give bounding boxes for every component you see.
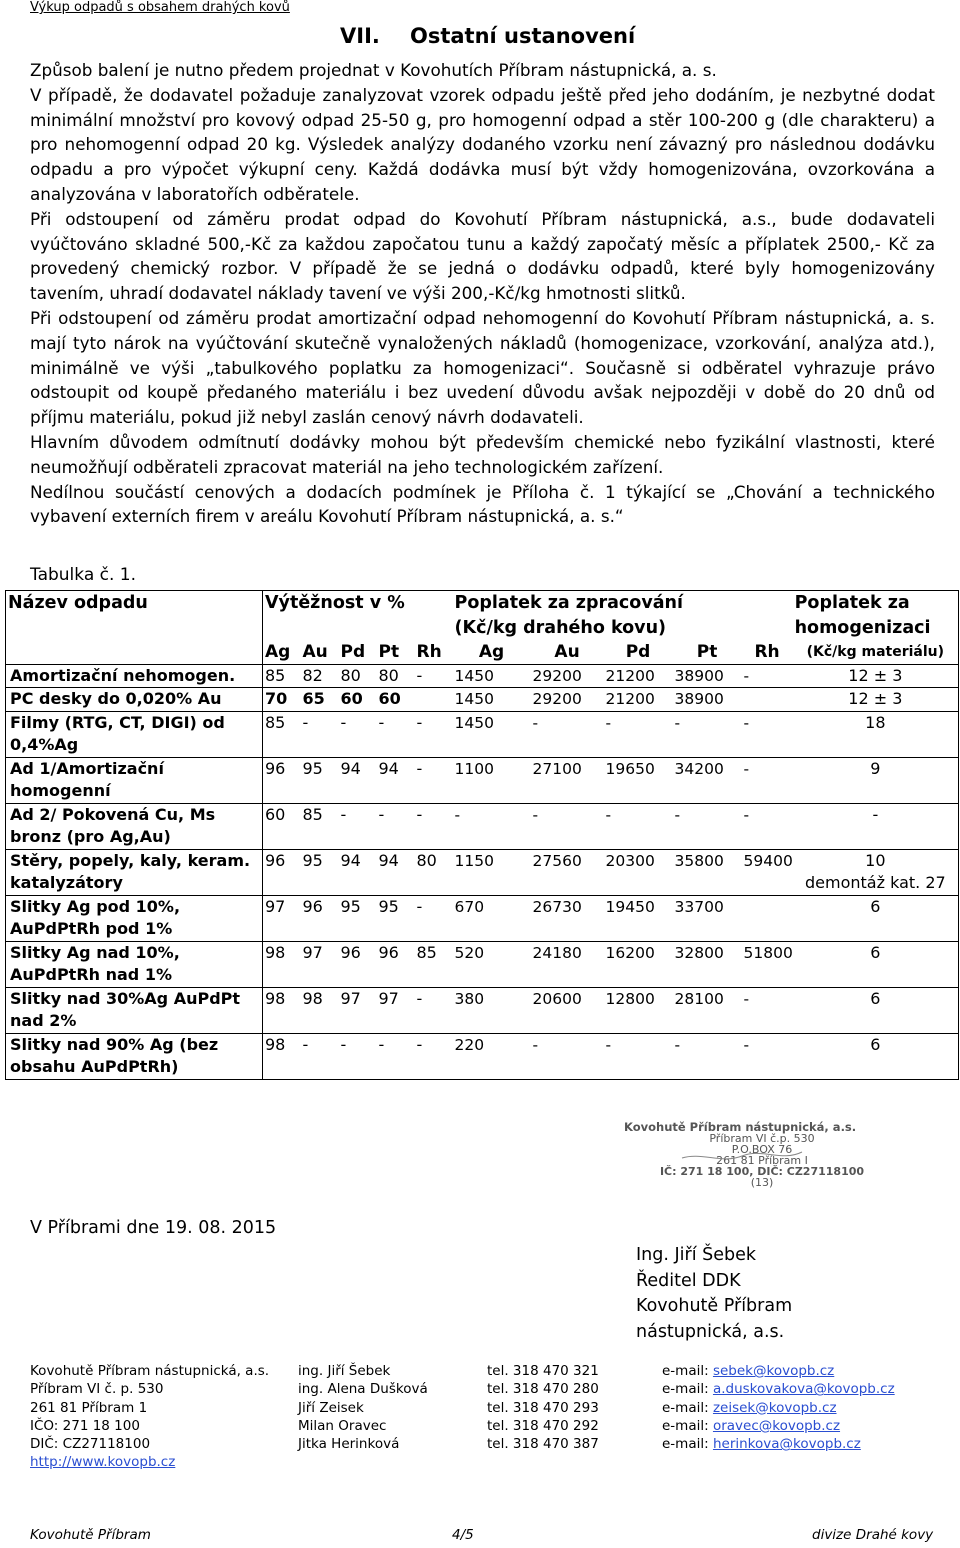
row-waste-name: Slitky nad 30%Ag AuPdPt nad 2% (6, 987, 263, 1033)
waste-fee-table (5, 590, 959, 1080)
row-value-cell: - (531, 711, 604, 757)
row-waste-name: Amortizační nehomogen. (6, 664, 263, 688)
signature-block (636, 1243, 792, 1345)
row-value-cell: 29200 (531, 664, 604, 688)
paragraph-withdrawal-fees: Při odstoupení od záměru prodat odpad do Kovohutí Příbram nástupnická, a.s., bude dodavateli vyúčtováno skladné 500,-Kč za každou započatou tunu a každý započatý měsíc a příplatek 2500,- Kč za provedený chemický rozbor. V případě že se jedná o dodávku odpadů, které byly homogenizovány tavením, uhradí dodavatel náklady tavení ve výši 200,-Kč/kg hmotnosti slitků. (30, 208, 935, 304)
metal-header: Pd (604, 641, 673, 664)
email-label: e-mail: (662, 1363, 709, 1379)
row-value-cell: 85 (301, 803, 339, 849)
section-number: VII. (340, 24, 380, 48)
row-value-cell: - (673, 803, 742, 849)
contact-person: Jitka Herinková (298, 1436, 400, 1453)
row-value-cell: - (377, 803, 415, 849)
footer-right: divize Drahé kovy (812, 1527, 934, 1543)
signature-line: Ředitel DDK (636, 1270, 741, 1291)
row-value-cell: 85 (263, 664, 301, 688)
email-row (662, 1435, 895, 1453)
row-value-cell: 26730 (531, 895, 604, 941)
row-hom-fee (793, 941, 959, 987)
row-value-cell: 96 (377, 941, 415, 987)
contacts-phones (487, 1362, 599, 1453)
row-value-cell: - (415, 1033, 453, 1079)
email-row (662, 1417, 895, 1435)
row-value-cell: 95 (301, 757, 339, 803)
company-line: Kovohutě Příbram nástupnická, a.s. (30, 1363, 270, 1379)
row-hom-value: 9 (870, 758, 881, 778)
row-value-cell: - (531, 803, 604, 849)
row-value-cell: 38900 (673, 688, 742, 712)
row-value-cell: 94 (339, 849, 377, 895)
email-row (662, 1380, 895, 1398)
metal-header: Pt (673, 641, 742, 664)
row-value-cell: 1150 (453, 849, 531, 895)
row-value-cell: 21200 (604, 664, 673, 688)
header-hom-line1: Poplatek za (794, 593, 910, 613)
table-header-row (6, 591, 959, 642)
contacts-emails (662, 1362, 895, 1453)
row-value-cell: - (604, 711, 673, 757)
row-value-cell: 60 (377, 688, 415, 712)
row-value-cell: 96 (263, 757, 301, 803)
contact-person: Jiří Zeisek (298, 1399, 364, 1416)
row-value-cell: 24180 (531, 941, 604, 987)
row-hom-fee (793, 688, 959, 712)
row-value-cell: 1450 (453, 688, 531, 712)
row-value-cell: 85 (415, 941, 453, 987)
contact-phone: tel. 318 470 321 (487, 1363, 599, 1379)
paragraph-annex: Nedílnou součástí cenových a dodacích podmínek je Příloha č. 1 týkající se „Chování a technického vybavení externích firem v areálu Kovohutí Příbram nástupnická, a. s.“ (30, 481, 935, 527)
stamp-line: P.O.BOX 76 (731, 1143, 793, 1156)
contact-person: ing. Jiří Šebek (298, 1363, 391, 1379)
contact-phone: tel. 318 470 293 (487, 1399, 599, 1416)
row-value-cell: 670 (453, 895, 531, 941)
row-value-cell: 220 (453, 1033, 531, 1079)
stamp-line: Příbram VI č.p. 530 (709, 1132, 815, 1145)
metal-header: Pd (339, 641, 377, 664)
row-value-cell: 32800 (673, 941, 742, 987)
header-fee-line1: Poplatek za zpracování (454, 593, 684, 613)
row-value-cell: 27560 (531, 849, 604, 895)
row-value-cell: 27100 (531, 757, 604, 803)
row-value-cell: - (377, 711, 415, 757)
row-value-cell: 80 (339, 664, 377, 688)
row-value-cell: 96 (339, 941, 377, 987)
row-value-cell (742, 688, 793, 712)
row-value-cell: - (673, 1033, 742, 1079)
row-value-cell: 97 (263, 895, 301, 941)
email-label: e-mail: (662, 1399, 709, 1416)
row-value-cell: 21200 (604, 688, 673, 712)
header-name: Název odpadu (6, 591, 263, 642)
row-value-cell: 65 (301, 688, 339, 712)
table-row (6, 757, 959, 803)
row-value-cell: 19650 (604, 757, 673, 803)
contact-phone: tel. 318 470 292 (487, 1417, 599, 1434)
row-value-cell: 12800 (604, 987, 673, 1033)
table-row (6, 803, 959, 849)
row-hom-fee (793, 757, 959, 803)
header-hom-line2: homogenizaci (794, 618, 931, 638)
row-value-cell: 95 (377, 895, 415, 941)
footer-left: Kovohutě Příbram (30, 1527, 151, 1543)
row-value-cell: 80 (377, 664, 415, 688)
stamp-scribble-graphic (612, 1122, 912, 1192)
row-value-cell: 59400 (742, 849, 793, 895)
row-hom-value: 6 (870, 942, 881, 962)
metal-header: Ag (263, 641, 301, 664)
row-value-cell: 20600 (531, 987, 604, 1033)
row-waste-name: PC desky do 0,020% Au (6, 688, 263, 712)
paragraph-rejection-reason: Hlavním důvodem odmítnutí dodávky mohou být především chemické nebo fyzikální vlastnosti, které neumožňují odběrateli zpracovat materiál na jeho technologickém zařízení. (30, 431, 935, 477)
table-caption: Tabulka č. 1. (30, 565, 137, 585)
row-value-cell: 70 (263, 688, 301, 712)
row-value-cell: 96 (301, 895, 339, 941)
company-line: IČO: 271 18 100 (30, 1417, 140, 1434)
row-value-cell: - (531, 1033, 604, 1079)
row-value-cell: 34200 (673, 757, 742, 803)
email-link[interactable]: herinkova@kovopb.cz (712, 1436, 861, 1453)
row-value-cell: 97 (377, 987, 415, 1033)
row-hom-fee (793, 849, 959, 895)
row-value-cell: 1100 (453, 757, 531, 803)
row-value-cell: 60 (339, 688, 377, 712)
table-row (6, 664, 959, 688)
email-label: e-mail: (662, 1417, 709, 1434)
paragraph-sample-analysis: V případě, že dodavatel požaduje zanalyzovat vzorek odpadu ještě před jeho dodáním, je nezbytné dodat minimální množství pro kovový odpad 25-50 g, pro homogenní odpad a stěr 100-200 g (dle charakteru) a pro nehomogenní odpad 20 kg. Výsledek analýzy dodaného vzorku není závazný pro následnou dodávku odpadu a pro výpočet výkupní ceny. Každá dodávka musí být vždy homogenizována, ovzorkována a analyzována v laboratořích odběratele. (30, 84, 935, 204)
row-value-cell: 97 (301, 941, 339, 987)
row-value-cell: 1450 (453, 664, 531, 688)
date-line: V Příbrami dne 19. 08. 2015 (30, 1218, 277, 1238)
row-value-cell: 19450 (604, 895, 673, 941)
signature-line: Ing. Jiří Šebek (636, 1245, 757, 1265)
metal-header: Ag (453, 641, 531, 664)
table-row (6, 987, 959, 1033)
contact-phone: tel. 318 470 280 (487, 1381, 599, 1398)
header-hom-unit: (Kč/kg materiálu) (793, 641, 959, 664)
footer-page-number: 4/5 (452, 1527, 474, 1543)
email-link[interactable]: oravec@kovopb.cz (712, 1417, 841, 1434)
table-row (6, 711, 959, 757)
running-header: Výkup odpadů s obsahem drahých kovů (30, 0, 290, 15)
row-value-cell: 51800 (742, 941, 793, 987)
table-row (6, 941, 959, 987)
row-value-cell: - (415, 987, 453, 1033)
row-hom-fee (793, 664, 959, 688)
row-value-cell: - (742, 1033, 793, 1079)
row-value-cell: - (604, 1033, 673, 1079)
company-line: Příbram VI č. p. 530 (30, 1381, 164, 1398)
table-metal-row (6, 641, 959, 664)
signature-line: nástupnická, a.s. (636, 1321, 785, 1342)
row-value-cell: - (415, 711, 453, 757)
row-value-cell: 98 (263, 987, 301, 1033)
row-value-cell: - (415, 895, 453, 941)
row-waste-name: Ad 2/ Pokovená Cu, Ms bronz (pro Ag,Au) (6, 803, 263, 849)
row-value-cell: 96 (263, 849, 301, 895)
row-value-cell: - (415, 664, 453, 688)
row-value-cell: - (339, 803, 377, 849)
body-text (30, 58, 935, 529)
email-label: e-mail: (662, 1381, 709, 1398)
signature-line: Kovohutě Příbram (636, 1296, 793, 1316)
row-waste-name: Slitky Ag pod 10%, AuPdPtRh pod 1% (6, 895, 263, 941)
metal-header: Pt (377, 641, 415, 664)
metal-blank (6, 641, 263, 664)
row-value-cell: - (742, 987, 793, 1033)
company-line: DIČ: CZ27118100 (30, 1436, 151, 1453)
table-row (6, 1033, 959, 1079)
row-value-cell: 94 (377, 757, 415, 803)
row-hom-value: 12 ± 3 (848, 689, 903, 708)
stamp-line: Kovohutě Příbram nástupnická, a.s. (624, 1120, 857, 1134)
table-row (6, 895, 959, 941)
row-value-cell: 33700 (673, 895, 742, 941)
row-value-cell: 20300 (604, 849, 673, 895)
row-waste-name: Stěry, popely, kaly, keram. katalyzátory (6, 849, 263, 895)
row-value-cell: 35800 (673, 849, 742, 895)
row-value-cell: 1450 (453, 711, 531, 757)
row-value-cell: 95 (339, 895, 377, 941)
row-hom-fee (793, 711, 959, 757)
paragraph-packaging: Způsob balení je nutno předem projednat v Kovohutích Příbram nástupnická, a. s. (30, 60, 717, 80)
email-label: e-mail: (662, 1436, 709, 1453)
contact-person: ing. Alena Dušková (298, 1381, 428, 1398)
metal-header: Rh (742, 641, 793, 664)
row-value-cell: - (301, 1033, 339, 1079)
row-value-cell: - (604, 803, 673, 849)
row-value-cell: - (742, 711, 793, 757)
row-value-cell: - (339, 1033, 377, 1079)
stamp-line: (13) (750, 1176, 774, 1189)
email-link[interactable]: zeisek@kovopb.cz (712, 1399, 837, 1416)
row-hom-value: - (872, 804, 879, 824)
row-waste-name: Slitky Ag nad 10%, AuPdPtRh nad 1% (6, 941, 263, 987)
row-hom-value: 6 (870, 896, 881, 916)
row-hom-fee (793, 803, 959, 849)
row-hom-fee (793, 1033, 959, 1079)
row-value-cell: 85 (263, 711, 301, 757)
row-value-cell: 95 (301, 849, 339, 895)
row-value-cell: 380 (453, 987, 531, 1033)
row-value-cell: - (339, 711, 377, 757)
section-heading (340, 24, 635, 48)
table-row (6, 849, 959, 895)
row-hom-fee (793, 987, 959, 1033)
stamp-line: 261 81 Příbram I (716, 1154, 808, 1167)
row-value-cell: - (301, 711, 339, 757)
row-value-cell: 80 (415, 849, 453, 895)
row-value-cell: 38900 (673, 664, 742, 688)
row-value-cell: 82 (301, 664, 339, 688)
metal-header: Au (531, 641, 604, 664)
row-hom-value: 18 (865, 712, 886, 732)
row-value-cell: 98 (263, 1033, 301, 1079)
row-value-cell: 520 (453, 941, 531, 987)
paragraph-amortization-withdrawal: Při odstoupení od záměru prodat amortizační odpad nehomogenní do Kovohutí Příbram nástupnická, a. s. mají tyto nárok na vyúčtování skutečně vynaložených nákladů (homogenizace, vzorkování, analýza atd.), minimálně ve výši „tabulkového poplatku za homogenizaci“. Současně si odběratel vyhrazuje právo odstoupit od koupě předaného materiálu i bez uvedení důvodu avšak nejpozději v době do 20 dnů od příjmu materiálu, pokud již nebyl zaslán cenový návrh dodavateli. (30, 307, 935, 428)
row-hom-value: 6 (870, 988, 881, 1008)
row-value-cell: - (742, 664, 793, 688)
email-row (662, 1399, 895, 1417)
metal-header: Rh (415, 641, 453, 664)
header-yield: Výtěžnost v % (263, 591, 453, 642)
row-value-cell: - (453, 803, 531, 849)
section-title: Ostatní ustanovení (410, 24, 636, 48)
row-value-cell: 29200 (531, 688, 604, 712)
website-link[interactable]: http://www.kovopb.cz (30, 1454, 176, 1471)
contacts-people (298, 1362, 428, 1453)
row-value-cell: - (742, 757, 793, 803)
header-fee-line2: (Kč/kg drahého kovu) (454, 618, 667, 638)
header-hom (793, 591, 959, 642)
table-body (6, 664, 959, 1079)
row-waste-name: Filmy (RTG, CT, DIGI) od 0,4%Ag (6, 711, 263, 757)
email-link[interactable]: sebek@kovopb.cz (712, 1363, 835, 1379)
contact-person: Milan Oravec (298, 1417, 387, 1434)
row-value-cell: - (377, 1033, 415, 1079)
company-stamp (612, 1122, 912, 1192)
email-row (662, 1362, 895, 1380)
row-hom-value: 10 (865, 850, 886, 870)
row-value-cell (415, 688, 453, 712)
contacts-company (30, 1362, 269, 1472)
row-hom-value: 6 (870, 1034, 881, 1054)
row-value-cell: 16200 (604, 941, 673, 987)
row-value-cell: - (742, 803, 793, 849)
stamp-line: IČ: 271 18 100, DIČ: CZ27118100 (659, 1165, 865, 1178)
row-value-cell: 97 (339, 987, 377, 1033)
row-hom-fee (793, 895, 959, 941)
row-value-cell (742, 895, 793, 941)
row-value-cell: - (415, 757, 453, 803)
row-hom-value: 12 ± 3 (848, 665, 903, 685)
row-value-cell: 98 (263, 941, 301, 987)
row-waste-name: Slitky nad 90% Ag (bez obsahu AuPdPtRh) (6, 1033, 263, 1079)
row-value-cell: - (415, 803, 453, 849)
contact-phone: tel. 318 470 387 (487, 1436, 599, 1453)
row-value-cell: 98 (301, 987, 339, 1033)
row-value-cell: 94 (339, 757, 377, 803)
row-value-cell: - (673, 711, 742, 757)
table-row (6, 688, 959, 712)
metal-header: Au (301, 641, 339, 664)
row-hom-note: demontáž kat. 27 (805, 873, 946, 892)
row-value-cell: 28100 (673, 987, 742, 1033)
row-waste-name: Ad 1/Amortizační homogenní (6, 757, 263, 803)
row-value-cell: 94 (377, 849, 415, 895)
header-fee (453, 591, 793, 642)
email-link[interactable]: a.duskovakova@kovopb.cz (712, 1381, 895, 1398)
row-value-cell: 60 (263, 803, 301, 849)
company-line: 261 81 Příbram 1 (30, 1399, 148, 1416)
